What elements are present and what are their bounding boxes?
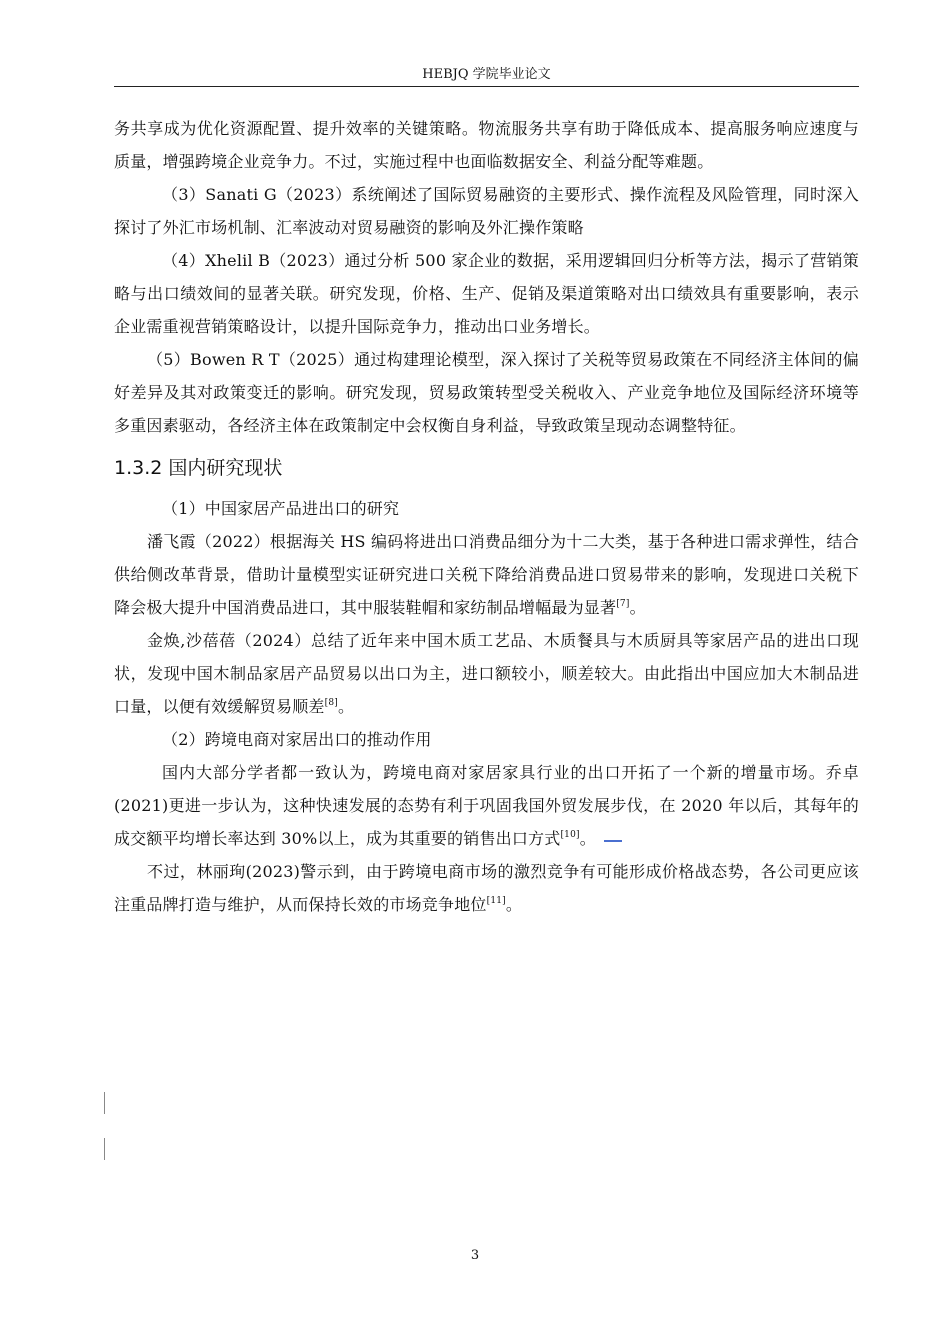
paragraph-end: 。 <box>505 895 523 914</box>
paragraph-text: 不过，林丽珣(2023)警示到，由于跨境电商市场的激烈竞争有可能形成价格战态势，各公司更应该注重品牌打造与维护，从而保持长效的市场竞争地位 <box>114 862 859 914</box>
paragraph-domestic-2 <box>114 624 859 723</box>
subheading-1: （1）中国家居产品进出口的研究 <box>162 499 400 518</box>
paragraph-end: 。 <box>629 598 646 617</box>
paragraph-text: 国内大部分学者都一致认为，跨境电商对家居家具行业的出口开拓了一个新的增量市场。乔卓(2021)更进一步认为，这种快速发展的态势有利于巩固我国外贸发展步伐，在 2020 年以后，其每年的成交额平均增长率达到 30%以上，成为其重要的销售出口方式 <box>114 763 859 848</box>
cursor-underline <box>604 840 622 842</box>
paragraph-ref-5: （5）Bowen R T（2025）通过构建理论模型，深入探讨了关税等贸易政策在不同经济主体间的偏好差异及其对政策变迁的影响。研究发现，贸易政策转型受关税收入、产业竞争地位及国际经济环境等多重因素驱动，各经济主体在政策制定中会权衡自身利益，导致政策呈现动态调整特征。 <box>114 350 859 435</box>
page-body <box>114 112 859 921</box>
citation-ref: [11] <box>486 896 506 906</box>
paragraph-end: 。 <box>337 697 355 716</box>
citation-ref: [7] <box>616 599 630 609</box>
revision-bar <box>104 1092 105 1114</box>
section-heading: 1.3.2 国内研究现状 <box>114 457 283 479</box>
citation-ref: [8] <box>324 698 338 708</box>
page-header <box>114 64 859 87</box>
paragraph-text: 潘飞霞（2022）根据海关 HS 编码将进出口消费品细分为十二大类，基于各种进口需求弹性，结合供给侧改革背景，借助计量模型实证研究进口关税下降给消费品进口贸易带来的影响，发现进口关税下降会极大提升中国消费品进口，其中服装鞋帽和家纺制品增幅最为显著 <box>114 532 859 617</box>
paragraph-domestic-1 <box>114 525 859 624</box>
revision-bar <box>104 1138 105 1160</box>
paragraph-ref-4: （4）Xhelil B（2023）通过分析 500 家企业的数据，采用逻辑回归分析等方法，揭示了营销策略与出口绩效间的显著关联。研究发现，价格、生产、促销及渠道策略对出口绩效具有重要影响，表示企业需重视营销策略设计，以提升国际竞争力，推动出口业务增长。 <box>114 251 859 336</box>
paragraph-domestic-3 <box>114 756 859 855</box>
paragraph-ref-3: （3）Sanati G（2023）系统阐述了国际贸易融资的主要形式、操作流程及风险管理，同时深入探讨了外汇市场机制、汇率波动对贸易融资的影响及外汇操作策略 <box>114 185 859 237</box>
paragraph-domestic-4 <box>114 855 859 921</box>
subheading-2: （2）跨境电商对家居出口的推动作用 <box>162 730 432 749</box>
paragraph-text: 金焕,沙蓓蓓（2024）总结了近年来中国木质工艺品、木质餐具与木质厨具等家居产品的进出口现状，发现中国木制品家居产品贸易以出口为主，进口额较小，顺差较大。由此指出中国应加大木制品进口量，以便有效缓解贸易顺差 <box>114 631 859 716</box>
paragraph-continued: 务共享成为优化资源配置、提升效率的关键策略。物流服务共享有助于降低成本、提高服务响应速度与质量，增强跨境企业竞争力。不过，实施过程中也面临数据安全、利益分配等难题。 <box>114 119 859 171</box>
citation-ref: [10] <box>560 830 580 840</box>
page-number: 3 <box>470 1248 480 1263</box>
header-title: HEBJQ 学院毕业论文 <box>422 67 551 82</box>
paragraph-end: 。 <box>579 829 596 848</box>
